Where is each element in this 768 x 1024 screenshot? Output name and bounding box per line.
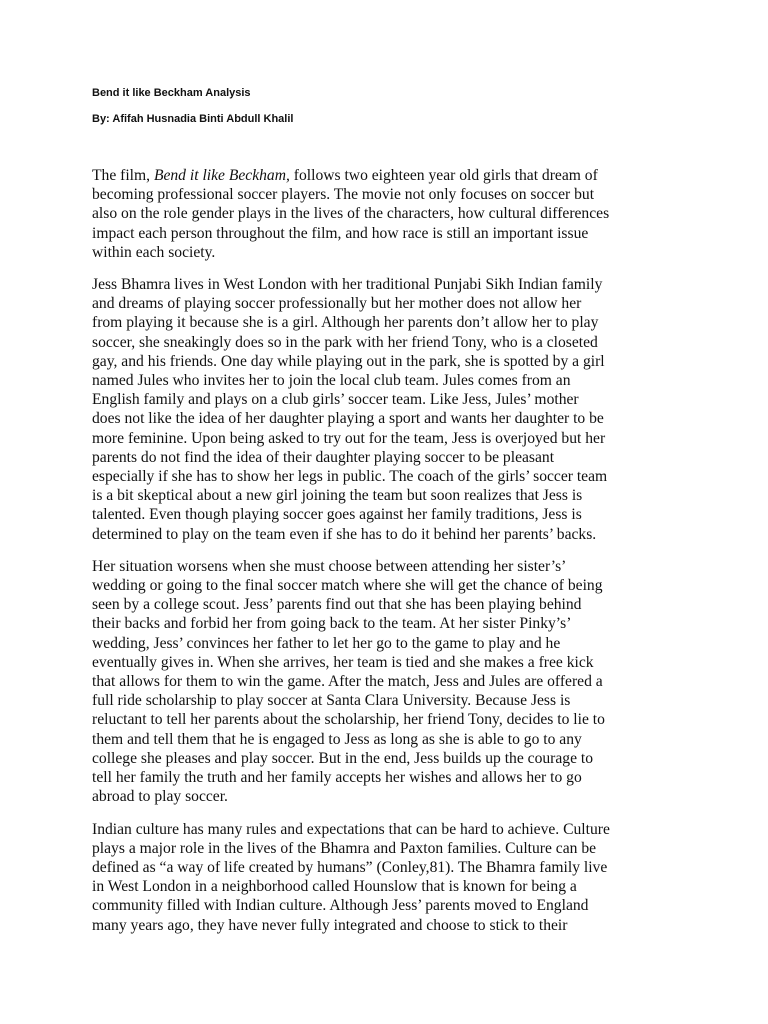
document-author: By: Afifah Husnadia Binti Abdull Khalil xyxy=(92,113,294,125)
paragraph-line: them and tell them that he is engaged to Jess as long as she is able to go to any xyxy=(92,730,582,748)
paragraph-line: wedding or going to the final soccer match where she will get the chance of being xyxy=(92,577,603,595)
paragraph-line: named Jules who invites her to join the local club team. Jules comes from an xyxy=(92,372,571,390)
paragraph-line: gay, and his friends. One day while playing out in the park, she is spotted by a girl xyxy=(92,352,605,370)
paragraph-line: Her situation worsens when she must choose between attending her sister’s’ xyxy=(92,557,567,575)
paragraph-line: reluctant to tell her parents about the scholarship, her friend Tony, decides to lie to xyxy=(92,711,605,729)
paragraph-line: many years ago, they have never fully integrated and choose to stick to their xyxy=(92,916,568,934)
paragraph-line: community filled with Indian culture. Although Jess’ parents moved to England xyxy=(92,897,589,915)
paragraph-line: from playing it because she is a girl. Although her parents don’t allow her to play xyxy=(92,314,599,332)
document-body xyxy=(92,166,682,948)
paragraph-line: English family and plays on a club girls’ soccer team. Like Jess, Jules’ mother xyxy=(92,391,579,409)
paragraph-line: also on the role gender plays in the lives of the characters, how cultural differences xyxy=(92,205,610,223)
paragraph-line: eventually gives in. When she arrives, her team is tied and she makes a free kick xyxy=(92,653,594,671)
paragraph-line: soccer, she sneakingly does so in the park with her friend Tony, who is a closeted xyxy=(92,333,598,351)
paragraph-line: Jess Bhamra lives in West London with her traditional Punjabi Sikh Indian family xyxy=(92,276,603,294)
paragraph-2 xyxy=(92,275,682,544)
paragraph-4 xyxy=(92,820,682,935)
paragraph-line: their backs and forbid her from going back to the team. At her sister Pinky’s’ xyxy=(92,615,572,633)
paragraph-line: college she pleases and play soccer. But in the end, Jess builds up the courage to xyxy=(92,749,594,767)
paragraph-line: especially if she has to show her legs in public. The coach of the girls’ soccer team xyxy=(92,468,608,486)
paragraph-line: defined as “a way of life created by humans” (Conley,81). The Bhamra family live xyxy=(92,858,608,876)
paragraph-line: becoming professional soccer players. The movie not only focuses on soccer but xyxy=(92,186,595,204)
paragraph-line: determined to play on the team even if she has to do it behind her parents’ backs. xyxy=(92,525,597,543)
paragraph-line: more feminine. Upon being asked to try out for the team, Jess is overjoyed but her xyxy=(92,429,606,447)
paragraph-line: talented. Even though playing soccer goes against her family traditions, Jess is xyxy=(92,506,582,524)
paragraph-line: parents do not find the idea of their daughter playing soccer to be pleasant xyxy=(92,448,555,466)
paragraph-line: impact each person throughout the film, and how race is still an important issue xyxy=(92,224,589,242)
paragraph-line: and dreams of playing soccer professionally but her mother does not allow her xyxy=(92,295,582,313)
paragraph-line: plays a major role in the lives of the Bhamra and Paxton families. Culture can be xyxy=(92,839,597,857)
paragraph-line: full ride scholarship to play soccer at Santa Clara University. Because Jess is xyxy=(92,692,571,710)
paragraph-line: that allows for them to win the game. After the match, Jess and Jules are offered a xyxy=(92,673,603,691)
paragraph-line: in West London in a neighborhood called Hounslow that is known for being a xyxy=(92,878,577,896)
paragraph-line: The film, Bend it like Beckham, follows two eighteen year old girls that dream of xyxy=(92,167,598,184)
paragraph-3 xyxy=(92,557,682,807)
paragraph-1 xyxy=(92,166,682,262)
paragraph-line: seen by a college scout. Jess’ parents find out that she has been playing behind xyxy=(92,596,582,614)
film-title-italic: Bend it like Beckham, xyxy=(153,167,290,184)
paragraph-line: wedding, Jess’ convinces her father to let her go to the game to play and he xyxy=(92,634,561,652)
document-header xyxy=(92,88,293,125)
document-title: Bend it like Beckham Analysis xyxy=(92,87,251,99)
paragraph-line: tell her family the truth and her family accepts her wishes and allows her to go xyxy=(92,769,582,787)
paragraph-line: Indian culture has many rules and expectations that can be hard to achieve. Culture xyxy=(92,820,610,838)
paragraph-line: within each society. xyxy=(92,243,216,261)
paragraph-line: abroad to play soccer. xyxy=(92,788,228,806)
paragraph-line: is a bit skeptical about a new girl joining the team but soon realizes that Jess is xyxy=(92,487,583,505)
paragraph-line: does not like the idea of her daughter playing a sport and wants her daughter to be xyxy=(92,410,604,428)
